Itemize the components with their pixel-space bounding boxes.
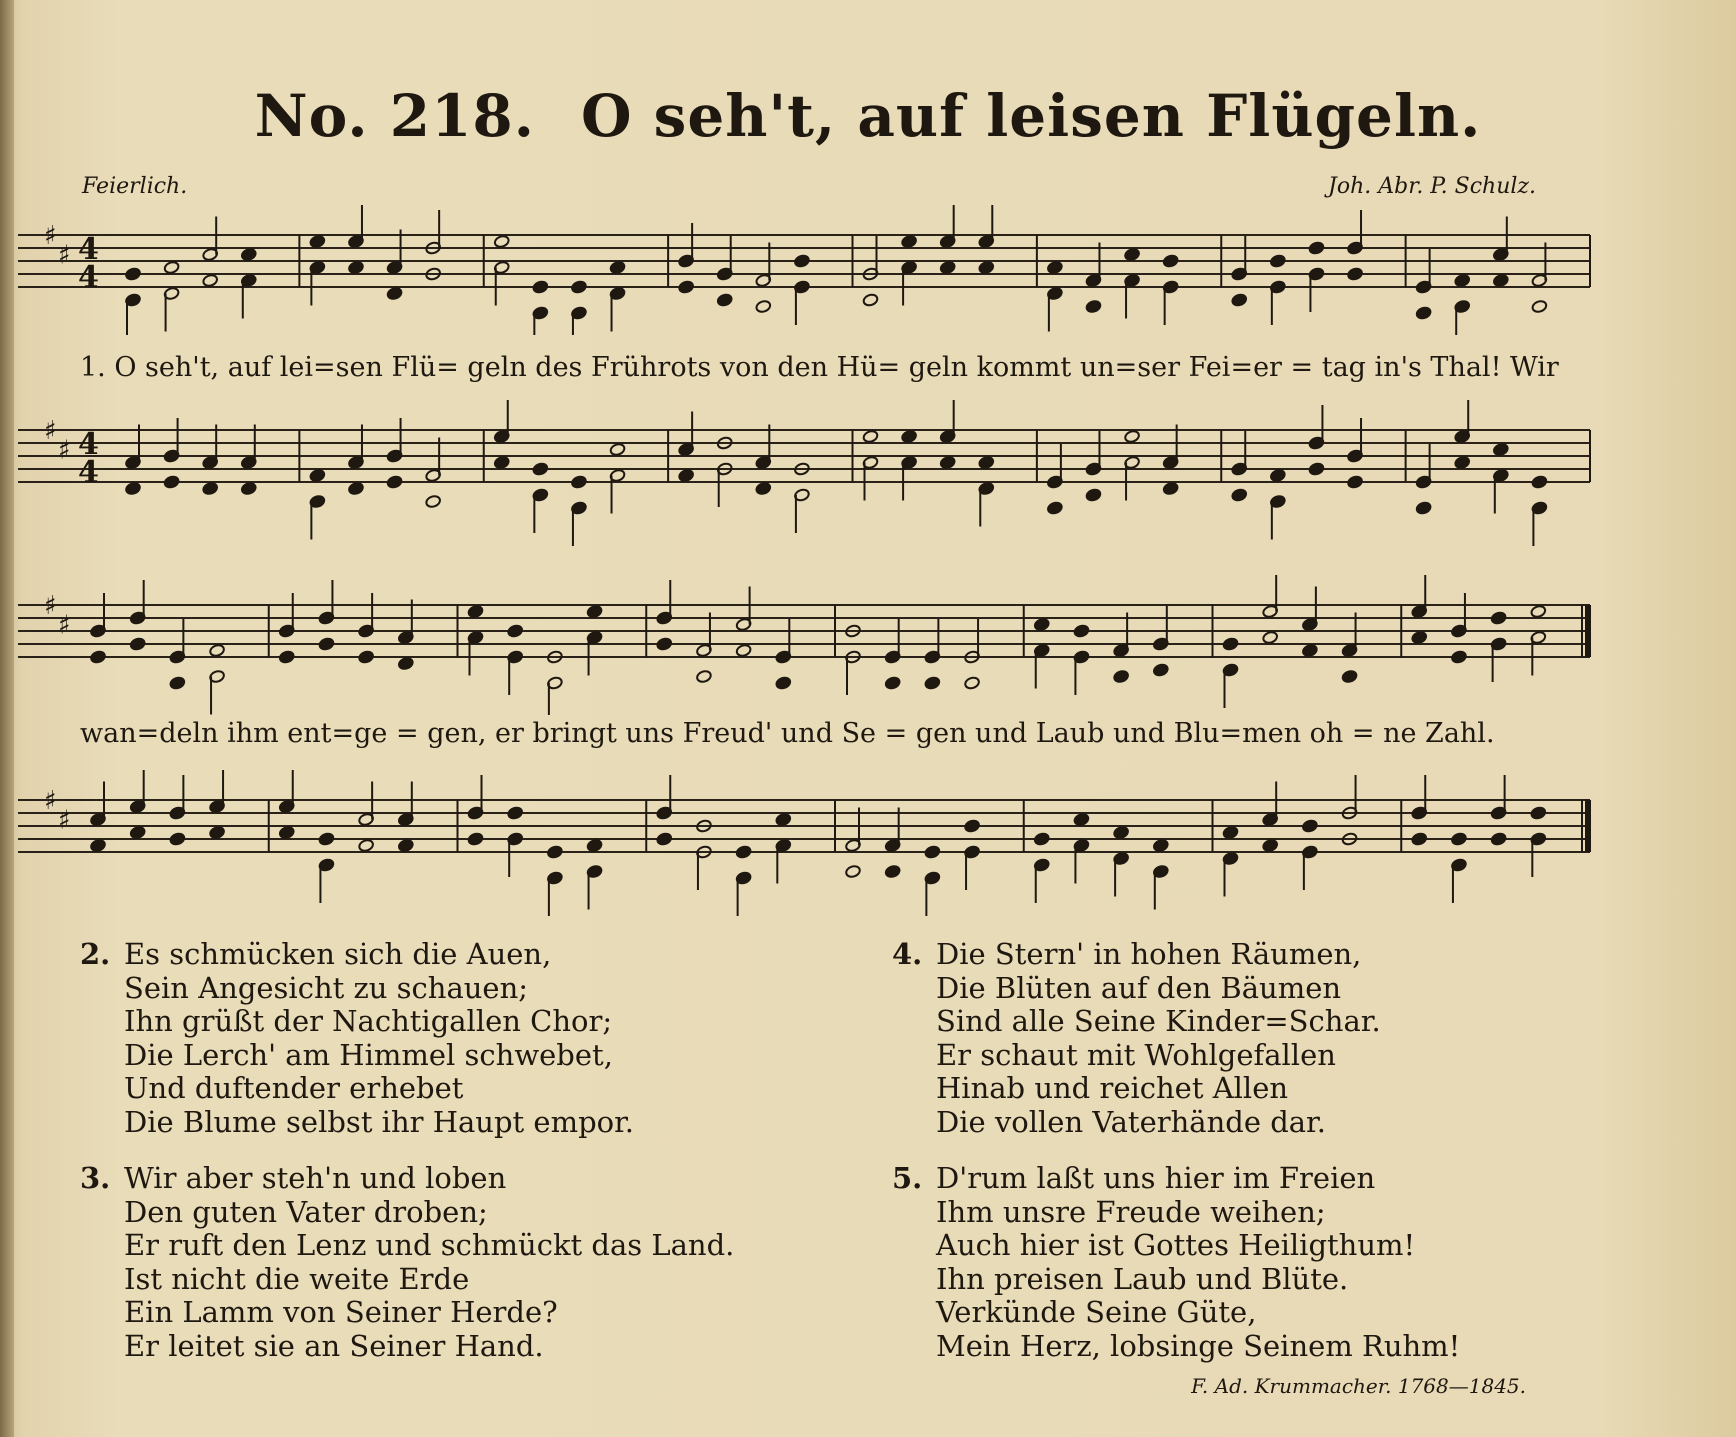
stanza-line: Ihn preisen Laub und Blüte. [936,1261,1349,1296]
sharp-sign: ♯ [44,786,57,816]
stanza-line: Den guten Vater droben; [124,1194,488,1229]
composer-credit: Joh. Abr. P. Schulz. [1328,174,1536,199]
note-head [656,832,673,846]
note-head [901,234,918,248]
stanza-number: 3. [80,1161,111,1195]
note-head [1302,643,1319,657]
note-head [978,260,995,274]
note-head [775,676,792,690]
note-head [532,280,549,294]
note-head [163,260,180,274]
note-head [1153,663,1170,677]
stanza-line: Auch hier ist Gottes Heiligthum! [936,1228,1416,1262]
note-head [1113,825,1130,839]
stanza-line: Hinab und reichet Allen [936,1071,1289,1105]
note-head [1033,832,1050,846]
lyrics-line-1: 1. O seh't, auf lei=sen Flü= geln des Frührots von den Hü= geln kommt un=ser Fei=er = tag in's Thal! Wir [80,352,1559,383]
note-head [964,819,981,833]
note-head [1451,832,1468,846]
music-staff-3 [0,575,1600,715]
note-head [1124,247,1141,261]
note-head [467,604,484,618]
note-head [202,481,219,495]
note-head [755,481,772,495]
note-head [90,838,107,852]
music-staff-2 [0,400,1600,550]
stanza-3 [80,1162,734,1363]
sharp-sign: ♯ [44,591,57,621]
note-head [716,293,733,307]
note-head [755,299,772,313]
note-head [90,650,107,664]
hymn-heading [0,82,1736,150]
stanza-line: Ihm unsre Freude weihen; [936,1194,1326,1229]
note-head [1530,604,1547,618]
staff-system-1 [0,205,1600,335]
note-head [1347,267,1364,281]
note-head [924,845,941,859]
stanza-line: Und duftender erhebet [124,1071,464,1105]
stanza-line: Sein Angesicht zu schauen; [124,970,529,1005]
stanza-line: Ihn grüßt der Nachtigallen Chor; [124,1004,613,1038]
stanza-number: 2. [80,937,111,971]
note-head [1531,299,1548,313]
note-head [278,650,295,664]
text-author-credit: F. Ad. Krummacher. 1768—1845. [1191,1374,1526,1398]
sharp-sign: ♯ [58,610,71,641]
stanza-5 [892,1162,1460,1363]
note-head [1231,488,1248,502]
note-head [209,643,226,657]
note-head [1047,501,1064,515]
note-head [129,825,146,839]
note-head [1262,630,1279,644]
stanza-line: Sind alle Seine Kinder=Schar. [936,1004,1381,1038]
note-head [862,293,879,307]
stanza-line: Mein Herz, lobsinge Seinem Ruhm! [936,1328,1461,1363]
note-head [1411,630,1428,644]
note-head [845,864,862,878]
note-head [1162,481,1179,495]
note-head [1073,624,1090,638]
note-head [924,676,941,690]
note-head [493,455,510,469]
note-head [425,494,442,508]
note-head [398,656,415,670]
stanza-line: Es schmücken sich die Auen, [124,937,552,971]
note-head [1162,254,1179,268]
note-head [278,825,295,839]
note-head [656,637,673,651]
note-head [1493,442,1510,456]
stanza-line: D'rum laßt uns hier im Freien [936,1161,1376,1195]
note-head [678,280,695,294]
note-head [507,806,524,820]
note-head [1222,825,1239,839]
note-head [163,475,180,489]
stanza-line: Die vollen Vaterhände dar. [936,1104,1326,1139]
note-head [1454,455,1471,469]
note-head [696,669,713,683]
note-head [609,260,626,274]
note-head [348,481,365,495]
music-staff-4 [0,770,1600,920]
note-head [1033,617,1050,631]
staff-system-3 [0,575,1600,715]
note-head [386,475,403,489]
time-signature-bottom: 4 [78,455,99,490]
stanza-line: Ist nicht die weite Erde [124,1261,470,1296]
note-head [1308,241,1325,255]
note-head [1113,669,1130,683]
stanza-line: Ein Lamm von Seiner Herde? [124,1295,558,1329]
note-head [507,624,524,638]
note-head [678,468,695,482]
note-head [735,845,752,859]
note-head [1073,812,1090,826]
staff-system-2 [0,400,1600,550]
stanza-line: Die Blüten auf den Bäumen [936,970,1342,1005]
note-head [309,234,326,248]
note-head [318,832,335,846]
note-head [1451,650,1468,664]
time-signature-top: 4 [78,232,99,267]
note-head [1124,429,1141,443]
stanza-line: Verkünde Seine Güte, [936,1295,1257,1329]
note-head [1085,488,1102,502]
note-head [547,845,564,859]
staff-system-4 [0,770,1600,920]
note-head [1302,819,1319,833]
note-head [939,455,956,469]
note-head [735,643,752,657]
note-head [939,260,956,274]
note-head [794,254,811,268]
note-head [1454,273,1471,287]
note-head [1493,273,1510,287]
note-head [1270,254,1287,268]
note-head [1270,468,1287,482]
stanza-line: Er leitet sie an Seiner Hand. [124,1328,544,1363]
note-head [240,481,257,495]
note-head [964,676,981,690]
note-head [1530,806,1547,820]
stanza-number: 5. [892,1161,923,1195]
note-head [571,280,588,294]
note-head [1415,501,1432,515]
note-head [1411,832,1428,846]
stanza-line: Die Lerch' am Himmel schwebet, [124,1037,613,1072]
stanza-line: Er schaut mit Wohlgefallen [936,1037,1336,1072]
note-head [884,676,901,690]
note-head [467,832,484,846]
note-head [571,475,588,489]
note-head [202,273,219,287]
note-head [398,838,415,852]
note-head [1341,669,1358,683]
lyrics-line-2: wan=deln ihm ent=ge = gen, er bringt uns Freud' und Se = gen und Laub und Blu=men oh = ne Zahl. [80,718,1495,749]
note-head [1490,832,1507,846]
stanza-line: Die Stern' in hohen Räumen, [936,937,1362,971]
note-head [1262,838,1279,852]
note-head [1085,299,1102,313]
note-head [348,260,365,274]
note-head [129,637,146,651]
note-head [901,429,918,443]
note-head [1347,475,1364,489]
note-head [775,812,792,826]
music-staff-1 [0,205,1600,335]
note-head [318,637,335,651]
sharp-sign: ♯ [58,805,71,836]
note-head [1222,637,1239,651]
time-signature-top: 4 [78,427,99,462]
note-head [532,462,549,476]
note-head [1490,611,1507,625]
stanza-2 [80,938,634,1139]
note-head [1231,293,1248,307]
note-head [309,468,326,482]
stanza-line: Die Blume selbst ihr Haupt empor. [124,1104,634,1139]
sharp-sign: ♯ [44,416,57,446]
note-head [169,676,186,690]
note-head [978,455,995,469]
note-head [125,481,142,495]
note-head [1308,462,1325,476]
note-head [358,650,375,664]
stanza-line: Wir aber steh'n und loben [124,1161,507,1195]
note-head [125,267,142,281]
note-head [1047,260,1064,274]
note-head [493,234,510,248]
note-head [609,442,626,456]
note-head [358,838,375,852]
time-signature-bottom: 4 [78,260,99,295]
note-head [386,286,403,300]
note-head [1531,475,1548,489]
note-head [1153,838,1170,852]
sharp-sign: ♯ [58,240,71,271]
note-head [862,429,879,443]
stanza-number: 4. [892,937,923,971]
note-head [240,247,257,261]
note-head [586,838,603,852]
hymn-number: No. 218. [254,82,535,150]
tempo-marking: Feierlich. [82,174,188,199]
sharp-sign: ♯ [58,435,71,466]
stanza-4 [892,938,1381,1139]
sharp-sign: ♯ [44,221,57,251]
stanza-line: Er ruft den Lenz und schmückt das Land. [124,1228,735,1262]
note-head [1415,306,1432,320]
note-head [209,825,226,839]
note-head [169,832,186,846]
note-head [586,604,603,618]
note-head [884,864,901,878]
hymn-title: O seh't, auf leisen Flügeln. [580,82,1482,150]
